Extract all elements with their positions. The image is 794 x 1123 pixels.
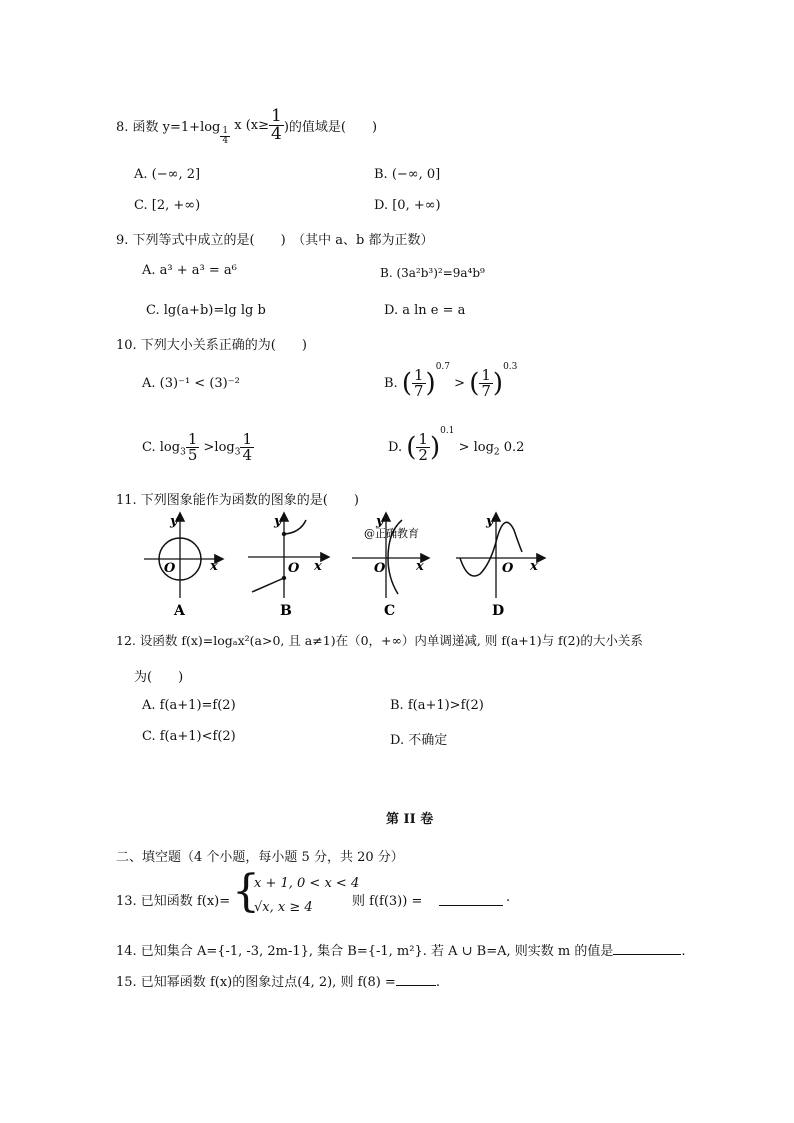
- q9-option-d[interactable]: D. a ln e = a: [384, 303, 466, 318]
- q11-label-a: A: [174, 603, 185, 618]
- q15: [116, 971, 440, 990]
- q10-a-label: A.: [142, 376, 156, 391]
- q11-d-x-label: x: [530, 559, 538, 574]
- q13-case2: √x, x ≥ 4: [254, 900, 313, 915]
- q11-c-y-label: y: [376, 514, 384, 529]
- q9-option-a[interactable]: A. a³ + a³ = a⁶: [142, 263, 237, 278]
- q11-b-origin: O: [288, 561, 300, 576]
- q10-d-exp: 0.1: [440, 426, 455, 436]
- q11-label-d: D: [492, 603, 505, 618]
- q10-b-paren-open: (: [401, 368, 412, 399]
- q8-suffix: )的值域是( ): [283, 120, 378, 135]
- q12-option-a[interactable]: A. f(a+1)=f(2): [142, 698, 236, 713]
- q11-stem: 11. 下列图象能作为函数的图象的是( ): [116, 493, 359, 508]
- q11-a-y-label: y: [170, 514, 178, 529]
- q10-b-paren-close2: ): [492, 368, 504, 399]
- q10-c-gt: >: [203, 440, 215, 455]
- q11-a-origin: O: [164, 561, 176, 576]
- q11-a-x-label: x: [210, 559, 218, 574]
- q11-label-c: C: [384, 603, 396, 618]
- q15-end: .: [435, 975, 440, 990]
- q8-option-d[interactable]: D. [0, +∞): [374, 198, 441, 213]
- q10-c-log2: log: [214, 440, 235, 455]
- q13-suffix: 则 f(f(3)) =: [352, 894, 423, 909]
- section-title: 第 II 卷: [386, 812, 434, 827]
- q13-answer-blank[interactable]: [439, 890, 503, 906]
- q12-stem-cont: 为( ): [134, 670, 184, 685]
- q8-prefix: 8. 函数 y=1+log: [116, 120, 221, 135]
- q13-prefix: 13. 已知函数 f(x)=: [116, 894, 231, 909]
- q10-d-paren-open: (: [406, 432, 417, 463]
- q15-text: 15. 已知幂函数 f(x)的图象过点(4, 2), 则 f(8) =: [116, 975, 396, 990]
- q12-stem: 12. 设函数 f(x)=logₐx²(a>0, 且 a≠1)在（0，+∞）内单调递减, 则 f(a+1)与 f(2)的大小关系: [116, 633, 643, 648]
- q11-b-y-label: y: [274, 514, 282, 529]
- q10-d-val: 0.2: [503, 440, 525, 455]
- section-heading: 二、填空题（4 个小题，每小题 5 分，共 20 分）: [116, 850, 404, 865]
- q10-b-frac1: $\frac{1}{7}$: [413, 366, 424, 400]
- q10-c-log1: log: [159, 440, 181, 455]
- q10-c-frac2: $\frac{1}{4}$: [242, 430, 252, 464]
- q10-stem: 10. 下列大小关系正确的为( ): [116, 338, 307, 353]
- q12-option-c[interactable]: C. f(a+1)<f(2): [142, 729, 236, 744]
- q13-case1: x + 1, 0 < x < 4: [254, 876, 360, 891]
- q8-option-b[interactable]: B. (−∞, 0]: [374, 167, 441, 182]
- q9-stem: 9. 下列等式中成立的是( ) （其中 a、b 都为正数）: [116, 233, 434, 248]
- q10-a-expr: (3)⁻¹ < (3)⁻²: [159, 376, 240, 391]
- q11-watermark: @正确教育: [364, 527, 419, 540]
- q11-c-x-label: x: [416, 559, 424, 574]
- q13-brace: {: [232, 866, 260, 917]
- q11-graph-a: [144, 514, 222, 618]
- q9-option-c[interactable]: C. lg(a+b)=lg lg b: [146, 303, 266, 318]
- q8-cond-frac: $\frac{1}{4}$: [271, 106, 282, 144]
- q10-d-base: 2: [493, 447, 500, 458]
- q10-d-paren-close: ): [429, 432, 441, 463]
- q8-option-a[interactable]: A. (−∞, 2]: [134, 167, 201, 182]
- q10-b-gt: >: [454, 376, 466, 391]
- q14-text: 14. 已知集合 A={-1, -3, 2m-1}, 集合 B={-1, m²}. 若 A ∪ B=A, 则实数 m 的值是: [116, 944, 614, 959]
- q14-end: .: [681, 944, 686, 959]
- q11-graph-b: [248, 514, 328, 618]
- q8-option-c[interactable]: C. [2, +∞): [134, 198, 201, 213]
- q8-stem: [116, 108, 377, 148]
- q10-option-c[interactable]: [142, 432, 254, 472]
- q10-b-exp1: 0.7: [435, 362, 451, 372]
- q8-mid: x (x≥: [230, 118, 270, 133]
- q13-end: .: [506, 890, 511, 905]
- q10-b-label: B.: [384, 376, 398, 391]
- q10-c-label: C.: [142, 440, 156, 455]
- q10-option-a[interactable]: [142, 376, 240, 391]
- q11-b-x-label: x: [314, 559, 322, 574]
- q11-label-b: B: [280, 603, 292, 618]
- q11-d-y-label: y: [486, 514, 494, 529]
- q11-c-origin: O: [374, 561, 386, 576]
- q14-answer-blank[interactable]: [613, 940, 681, 955]
- q9-option-b[interactable]: B. (3a²b³)²=9a⁴b⁹: [380, 266, 485, 280]
- q10-b-frac2: $\frac{1}{7}$: [481, 366, 491, 400]
- q11-d-origin: O: [502, 561, 514, 576]
- q10-option-d[interactable]: [388, 426, 524, 476]
- q8-log-base: $\frac{1}{4}$: [222, 126, 229, 146]
- q10-c-base2: 3: [234, 447, 241, 458]
- q10-d-rhs: > log: [458, 440, 494, 455]
- q11-graph-c: [352, 514, 428, 618]
- q11-graphs: [130, 506, 570, 618]
- q10-c-frac1: $\frac{1}{5}$: [187, 430, 198, 464]
- q10-b-paren-close: ): [425, 368, 436, 399]
- q10-d-frac: $\frac{1}{2}$: [418, 430, 428, 464]
- q12-option-b[interactable]: B. f(a+1)>f(2): [390, 698, 484, 713]
- q10-b-exp2: 0.3: [503, 362, 518, 372]
- q15-answer-blank[interactable]: [396, 971, 436, 986]
- q10-d-label: D.: [388, 440, 403, 455]
- q10-c-base1: 3: [180, 447, 186, 458]
- q11-graph-d: [456, 514, 544, 618]
- q10-option-b[interactable]: [384, 362, 517, 412]
- q14: [116, 940, 686, 959]
- q12-option-d[interactable]: D. 不确定: [390, 733, 448, 748]
- q10-b-paren-open2: (: [469, 368, 480, 399]
